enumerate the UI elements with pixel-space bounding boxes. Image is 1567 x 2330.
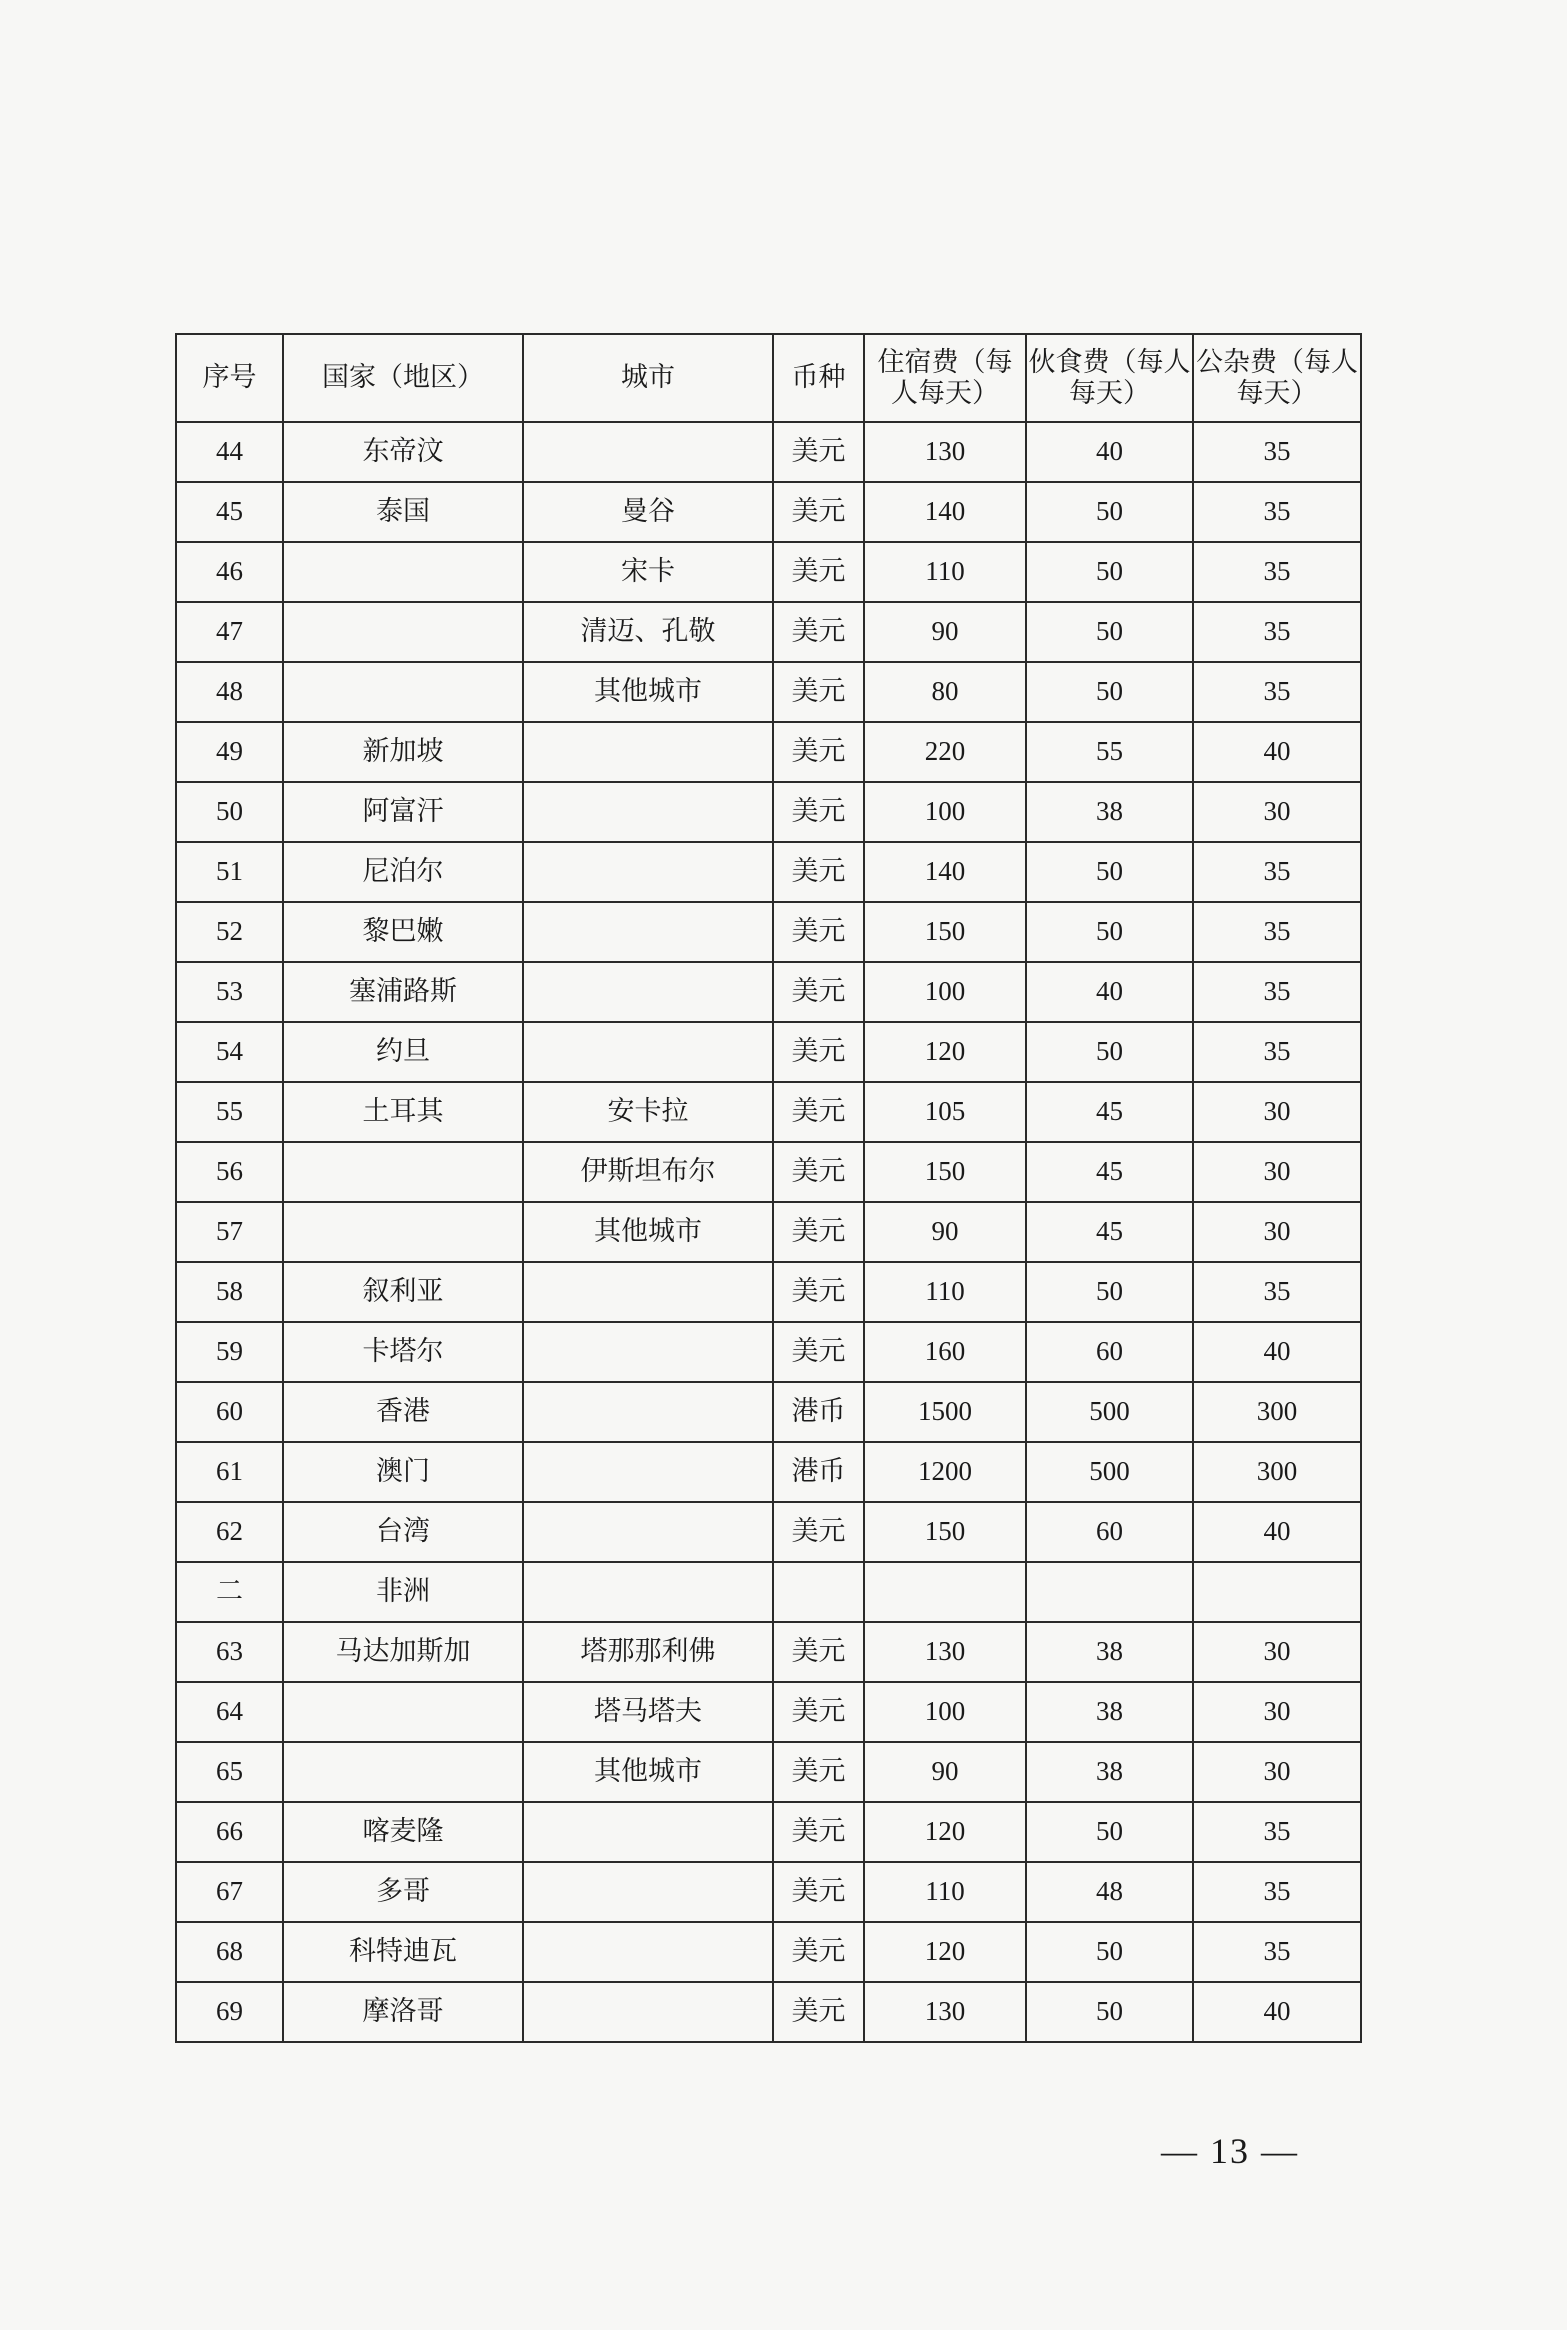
table-cell: 30 xyxy=(1193,1082,1361,1142)
table-cell: 台湾 xyxy=(283,1502,523,1562)
table-cell: 50 xyxy=(1026,1022,1193,1082)
table-cell: 美元 xyxy=(773,1142,864,1202)
table-cell: 61 xyxy=(176,1442,283,1502)
table-cell: 67 xyxy=(176,1862,283,1922)
table-row xyxy=(176,962,1361,1022)
table-cell: 东帝汶 xyxy=(283,422,523,482)
table-cell xyxy=(1026,1562,1193,1622)
table-cell: 美元 xyxy=(773,1982,864,2042)
table-cell: 35 xyxy=(1193,1802,1361,1862)
table-cell: 100 xyxy=(864,962,1026,1022)
table-row xyxy=(176,1262,1361,1322)
table-cell: 50 xyxy=(1026,602,1193,662)
table-cell: 美元 xyxy=(773,842,864,902)
table-cell: 52 xyxy=(176,902,283,962)
table-cell: 美元 xyxy=(773,962,864,1022)
table-cell: 50 xyxy=(1026,1922,1193,1982)
table-cell: 35 xyxy=(1193,602,1361,662)
table-cell: 曼谷 xyxy=(523,482,773,542)
table-cell: 45 xyxy=(1026,1202,1193,1262)
table-cell: 120 xyxy=(864,1802,1026,1862)
table-cell: 黎巴嫩 xyxy=(283,902,523,962)
table-row xyxy=(176,422,1361,482)
table-cell: 50 xyxy=(1026,482,1193,542)
table-cell xyxy=(523,1562,773,1622)
table-cell: 35 xyxy=(1193,962,1361,1022)
table-cell: 35 xyxy=(1193,662,1361,722)
table-cell: 40 xyxy=(1026,422,1193,482)
column-header: 序号 xyxy=(176,334,283,422)
table-cell: 卡塔尔 xyxy=(283,1322,523,1382)
table-cell: 40 xyxy=(1193,1982,1361,2042)
table-cell: 50 xyxy=(1026,1982,1193,2042)
table-cell: 澳门 xyxy=(283,1442,523,1502)
table-cell: 新加坡 xyxy=(283,722,523,782)
column-header: 住宿费（每人每天） xyxy=(864,334,1026,422)
table-cell: 38 xyxy=(1026,1682,1193,1742)
table-cell: 500 xyxy=(1026,1442,1193,1502)
table-cell: 160 xyxy=(864,1322,1026,1382)
table-cell: 69 xyxy=(176,1982,283,2042)
table-cell xyxy=(283,1742,523,1802)
table-row xyxy=(176,1862,1361,1922)
table-cell: 美元 xyxy=(773,1742,864,1802)
table-cell: 45 xyxy=(1026,1142,1193,1202)
table-cell: 美元 xyxy=(773,1502,864,1562)
table-row xyxy=(176,482,1361,542)
column-header: 国家（地区） xyxy=(283,334,523,422)
table-cell: 50 xyxy=(1026,1262,1193,1322)
table-cell: 44 xyxy=(176,422,283,482)
table-cell: 110 xyxy=(864,1862,1026,1922)
table-cell: 伊斯坦布尔 xyxy=(523,1142,773,1202)
table-cell: 500 xyxy=(1026,1382,1193,1442)
table-cell: 130 xyxy=(864,1982,1026,2042)
table-cell: 30 xyxy=(1193,782,1361,842)
table-cell: 150 xyxy=(864,1502,1026,1562)
table-cell: 土耳其 xyxy=(283,1082,523,1142)
table-cell: 38 xyxy=(1026,782,1193,842)
table-cell: 美元 xyxy=(773,1322,864,1382)
table-cell: 塔马塔夫 xyxy=(523,1682,773,1742)
table-cell xyxy=(523,962,773,1022)
table-cell: 美元 xyxy=(773,1202,864,1262)
table-cell: 140 xyxy=(864,842,1026,902)
table-cell xyxy=(523,1922,773,1982)
table-cell: 35 xyxy=(1193,1262,1361,1322)
table-cell: 48 xyxy=(1026,1862,1193,1922)
table-cell: 其他城市 xyxy=(523,662,773,722)
table-cell: 美元 xyxy=(773,1082,864,1142)
table-cell: 46 xyxy=(176,542,283,602)
table-cell: 60 xyxy=(176,1382,283,1442)
table-cell: 40 xyxy=(1193,1502,1361,1562)
table-row xyxy=(176,1442,1361,1502)
table-cell xyxy=(523,782,773,842)
table-row xyxy=(176,842,1361,902)
table-cell: 150 xyxy=(864,902,1026,962)
table-cell: 港币 xyxy=(773,1382,864,1442)
table-cell: 30 xyxy=(1193,1742,1361,1802)
table-cell: 110 xyxy=(864,1262,1026,1322)
table-cell: 130 xyxy=(864,422,1026,482)
table-cell: 宋卡 xyxy=(523,542,773,602)
table-row xyxy=(176,1322,1361,1382)
table-cell: 90 xyxy=(864,602,1026,662)
table-row xyxy=(176,1742,1361,1802)
table-cell: 100 xyxy=(864,1682,1026,1742)
table-cell: 120 xyxy=(864,1022,1026,1082)
table-cell xyxy=(864,1562,1026,1622)
table-row xyxy=(176,1202,1361,1262)
table-cell: 摩洛哥 xyxy=(283,1982,523,2042)
table-cell: 马达加斯加 xyxy=(283,1622,523,1682)
table-row xyxy=(176,1802,1361,1862)
table-cell xyxy=(283,1202,523,1262)
table-cell: 40 xyxy=(1026,962,1193,1022)
table-cell: 塞浦路斯 xyxy=(283,962,523,1022)
column-header: 公杂费（每人每天） xyxy=(1193,334,1361,422)
table-cell xyxy=(523,1862,773,1922)
expense-standards-table xyxy=(175,333,1362,2043)
table-cell: 1200 xyxy=(864,1442,1026,1502)
table-cell: 38 xyxy=(1026,1622,1193,1682)
table-cell: 47 xyxy=(176,602,283,662)
table-cell: 美元 xyxy=(773,1802,864,1862)
table-cell: 300 xyxy=(1193,1382,1361,1442)
table-row xyxy=(176,1382,1361,1442)
table-cell: 其他城市 xyxy=(523,1742,773,1802)
table-cell: 其他城市 xyxy=(523,1202,773,1262)
table-cell: 45 xyxy=(1026,1082,1193,1142)
column-header: 城市 xyxy=(523,334,773,422)
column-header: 币种 xyxy=(773,334,864,422)
table-cell: 50 xyxy=(1026,662,1193,722)
table-cell: 300 xyxy=(1193,1442,1361,1502)
table-cell: 美元 xyxy=(773,482,864,542)
table-cell: 50 xyxy=(176,782,283,842)
table-cell: 55 xyxy=(1026,722,1193,782)
table-cell: 58 xyxy=(176,1262,283,1322)
table-cell: 120 xyxy=(864,1922,1026,1982)
table-cell xyxy=(523,1442,773,1502)
table-cell xyxy=(1193,1562,1361,1622)
table-cell: 阿富汗 xyxy=(283,782,523,842)
table-cell: 清迈、孔敬 xyxy=(523,602,773,662)
table-cell: 美元 xyxy=(773,422,864,482)
table-cell: 30 xyxy=(1193,1682,1361,1742)
table-row xyxy=(176,602,1361,662)
table-cell: 100 xyxy=(864,782,1026,842)
table-cell: 50 xyxy=(1026,1802,1193,1862)
table-cell: 130 xyxy=(864,1622,1026,1682)
table-cell: 美元 xyxy=(773,782,864,842)
table-cell: 65 xyxy=(176,1742,283,1802)
table-cell xyxy=(523,1382,773,1442)
table-cell: 64 xyxy=(176,1682,283,1742)
table-cell: 35 xyxy=(1193,1922,1361,1982)
table-cell: 56 xyxy=(176,1142,283,1202)
table-cell: 62 xyxy=(176,1502,283,1562)
table-cell: 140 xyxy=(864,482,1026,542)
table-header-row xyxy=(176,334,1361,422)
table-cell: 50 xyxy=(1026,542,1193,602)
table-cell xyxy=(283,1142,523,1202)
table-cell: 美元 xyxy=(773,722,864,782)
table-cell: 美元 xyxy=(773,542,864,602)
table-cell: 塔那那利佛 xyxy=(523,1622,773,1682)
table-cell: 220 xyxy=(864,722,1026,782)
table-cell: 80 xyxy=(864,662,1026,722)
table-row xyxy=(176,1682,1361,1742)
table-cell: 约旦 xyxy=(283,1022,523,1082)
table-cell xyxy=(523,722,773,782)
table-cell: 59 xyxy=(176,1322,283,1382)
table-cell: 美元 xyxy=(773,1922,864,1982)
table-cell: 63 xyxy=(176,1622,283,1682)
table-row xyxy=(176,1622,1361,1682)
table-cell: 30 xyxy=(1193,1202,1361,1262)
table-cell: 美元 xyxy=(773,1022,864,1082)
table-cell: 安卡拉 xyxy=(523,1082,773,1142)
table-cell: 35 xyxy=(1193,902,1361,962)
table-body xyxy=(176,422,1361,2042)
table-cell xyxy=(523,1322,773,1382)
table-row xyxy=(176,1562,1361,1622)
table-cell: 非洲 xyxy=(283,1562,523,1622)
table-row xyxy=(176,782,1361,842)
table-cell: 38 xyxy=(1026,1742,1193,1802)
table-cell: 香港 xyxy=(283,1382,523,1442)
table-cell: 55 xyxy=(176,1082,283,1142)
table-cell: 50 xyxy=(1026,842,1193,902)
table-cell: 30 xyxy=(1193,1622,1361,1682)
table-row xyxy=(176,1082,1361,1142)
table-cell xyxy=(523,1022,773,1082)
table-cell xyxy=(523,1802,773,1862)
table-cell: 51 xyxy=(176,842,283,902)
table-cell: 110 xyxy=(864,542,1026,602)
table-cell: 60 xyxy=(1026,1502,1193,1562)
table-row xyxy=(176,662,1361,722)
table-cell: 美元 xyxy=(773,1262,864,1322)
table-cell: 美元 xyxy=(773,662,864,722)
table-row xyxy=(176,1502,1361,1562)
table-cell: 60 xyxy=(1026,1322,1193,1382)
table-row xyxy=(176,722,1361,782)
column-header: 伙食费（每人每天） xyxy=(1026,334,1193,422)
table-cell xyxy=(523,1502,773,1562)
table-cell: 美元 xyxy=(773,1622,864,1682)
table-cell: 喀麦隆 xyxy=(283,1802,523,1862)
table-cell: 美元 xyxy=(773,902,864,962)
table-cell xyxy=(523,1982,773,2042)
table-cell xyxy=(773,1562,864,1622)
table-cell: 35 xyxy=(1193,422,1361,482)
table-cell: 35 xyxy=(1193,1022,1361,1082)
table-cell xyxy=(283,602,523,662)
table-cell: 多哥 xyxy=(283,1862,523,1922)
table-cell xyxy=(283,1682,523,1742)
table-cell xyxy=(523,842,773,902)
table-cell xyxy=(283,662,523,722)
table-cell: 35 xyxy=(1193,842,1361,902)
table-cell: 48 xyxy=(176,662,283,722)
page-number: — 13 — xyxy=(1161,2131,1299,2171)
table-cell: 90 xyxy=(864,1202,1026,1262)
table-row xyxy=(176,1922,1361,1982)
table-cell: 54 xyxy=(176,1022,283,1082)
table-cell: 1500 xyxy=(864,1382,1026,1442)
table-cell: 科特迪瓦 xyxy=(283,1922,523,1982)
table-cell: 150 xyxy=(864,1142,1026,1202)
table-cell xyxy=(523,902,773,962)
table-cell: 53 xyxy=(176,962,283,1022)
table-cell: 40 xyxy=(1193,1322,1361,1382)
table-cell: 港币 xyxy=(773,1442,864,1502)
table-cell: 二 xyxy=(176,1562,283,1622)
table-cell: 35 xyxy=(1193,482,1361,542)
table-cell: 美元 xyxy=(773,602,864,662)
table-cell: 美元 xyxy=(773,1682,864,1742)
table-cell: 叙利亚 xyxy=(283,1262,523,1322)
table-cell: 35 xyxy=(1193,1862,1361,1922)
table-cell xyxy=(523,422,773,482)
table-row xyxy=(176,902,1361,962)
table-row xyxy=(176,1982,1361,2042)
table-cell: 45 xyxy=(176,482,283,542)
table-cell xyxy=(283,542,523,602)
table-cell: 美元 xyxy=(773,1862,864,1922)
table-cell: 40 xyxy=(1193,722,1361,782)
table-cell: 105 xyxy=(864,1082,1026,1142)
table-row xyxy=(176,1022,1361,1082)
table-cell: 尼泊尔 xyxy=(283,842,523,902)
table-cell xyxy=(523,1262,773,1322)
table-cell: 90 xyxy=(864,1742,1026,1802)
table-cell: 35 xyxy=(1193,542,1361,602)
table-cell: 68 xyxy=(176,1922,283,1982)
table-cell: 66 xyxy=(176,1802,283,1862)
table-cell: 50 xyxy=(1026,902,1193,962)
table-cell: 泰国 xyxy=(283,482,523,542)
table-cell: 49 xyxy=(176,722,283,782)
table-row xyxy=(176,542,1361,602)
table-cell: 30 xyxy=(1193,1142,1361,1202)
table-row xyxy=(176,1142,1361,1202)
table-cell: 57 xyxy=(176,1202,283,1262)
